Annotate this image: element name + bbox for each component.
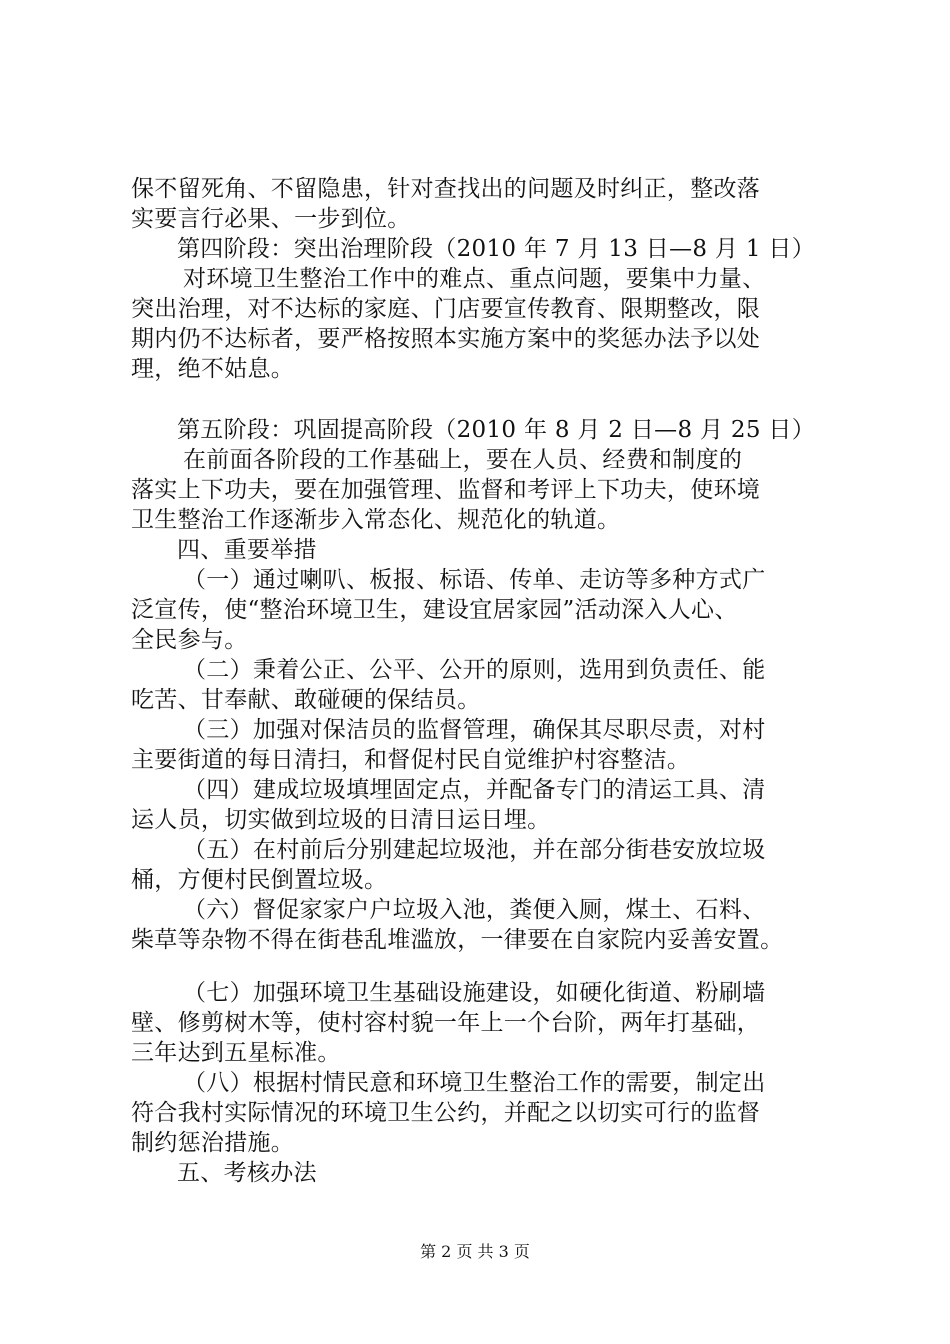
measure-item: （五）在村前后分别建起垃圾池，并在部分街巷安放垃圾 <box>183 837 766 863</box>
body-text-line: 全民参与。 <box>131 627 248 653</box>
section-heading: 四、重要举措 <box>177 537 317 563</box>
section-heading: 五、考核办法 <box>177 1160 317 1186</box>
body-text-line: 突出治理，对不达标的家庭、门店要宣传教育、限期整改，限 <box>131 296 761 322</box>
stage-heading: 第五阶段：巩固提高阶段（2010 年 8 月 2 日—8 月 25 日） <box>177 417 815 443</box>
body-text-line: 主要街道的每日清扫，和督促村民自觉维护村容整洁。 <box>131 747 691 773</box>
page-footer: 第 2 页 共 3 页 <box>420 1242 530 1261</box>
body-text-line: 落实上下功夫，要在加强管理、监督和考评上下功夫，使环境 <box>131 477 761 503</box>
body-text-line: 在前面各阶段的工作基础上，要在人员、经费和制度的 <box>183 447 743 473</box>
measure-item: （三）加强对保洁员的监督管理，确保其尽职尽责，对村 <box>183 717 766 743</box>
body-text-line: 运人员，切实做到垃圾的日清日运日埋。 <box>131 807 551 833</box>
stage-heading: 第四阶段：突出治理阶段（2010 年 7 月 13 日—8 月 1 日） <box>177 236 815 262</box>
body-text-line: 期内仍不达标者，要严格按照本实施方案中的奖惩办法予以处 <box>131 326 761 352</box>
measure-item: （六）督促家家户户垃圾入池，粪便入厕，煤土、石料、 <box>183 897 766 923</box>
body-text-line: 实要言行必果、一步到位。 <box>131 206 411 232</box>
measure-item: （七）加强环境卫生基础设施建设，如硬化街道、粉刷墙 <box>183 980 766 1006</box>
body-text-line: 泛宣传，使“整治环境卫生，建设宜居家园”活动深入人心、 <box>131 597 738 623</box>
body-text-line: 吃苦、甘奉献、敢碰硬的保结员。 <box>131 687 481 713</box>
body-text-line: 理，绝不姑息。 <box>131 356 295 382</box>
measure-item: （八）根据村情民意和环境卫生整治工作的需要，制定出 <box>183 1070 766 1096</box>
measure-item: （四）建成垃圾填埋固定点，并配备专门的清运工具、清 <box>183 777 766 803</box>
body-text-line: 三年达到五星标准。 <box>131 1040 341 1066</box>
body-text-line: 符合我村实际情况的环境卫生公约，并配之以切实可行的监督 <box>131 1100 761 1126</box>
body-text-line: 柴草等杂物不得在街巷乱堆滥放，一律要在自家院内妥善安置。 <box>131 927 784 953</box>
measure-item: （二）秉着公正、公平、公开的原则，选用到负责任、能 <box>183 657 766 683</box>
body-text-line: 制约惩治措施。 <box>131 1130 295 1156</box>
body-text-line: 卫生整治工作逐渐步入常态化、规范化的轨道。 <box>131 507 621 533</box>
measure-item: （一）通过喇叭、板报、标语、传单、走访等多种方式广 <box>183 567 766 593</box>
body-text-line: 保不留死角、不留隐患，针对查找出的问题及时纠正，整改落 <box>131 176 761 202</box>
body-text-line: 壁、修剪树木等，使村容村貌一年上一个台阶，两年打基础， <box>131 1010 761 1036</box>
body-text-line: 对环境卫生整治工作中的难点、重点问题，要集中力量、 <box>183 266 766 292</box>
body-text-line: 桶，方便村民倒置垃圾。 <box>131 867 388 893</box>
